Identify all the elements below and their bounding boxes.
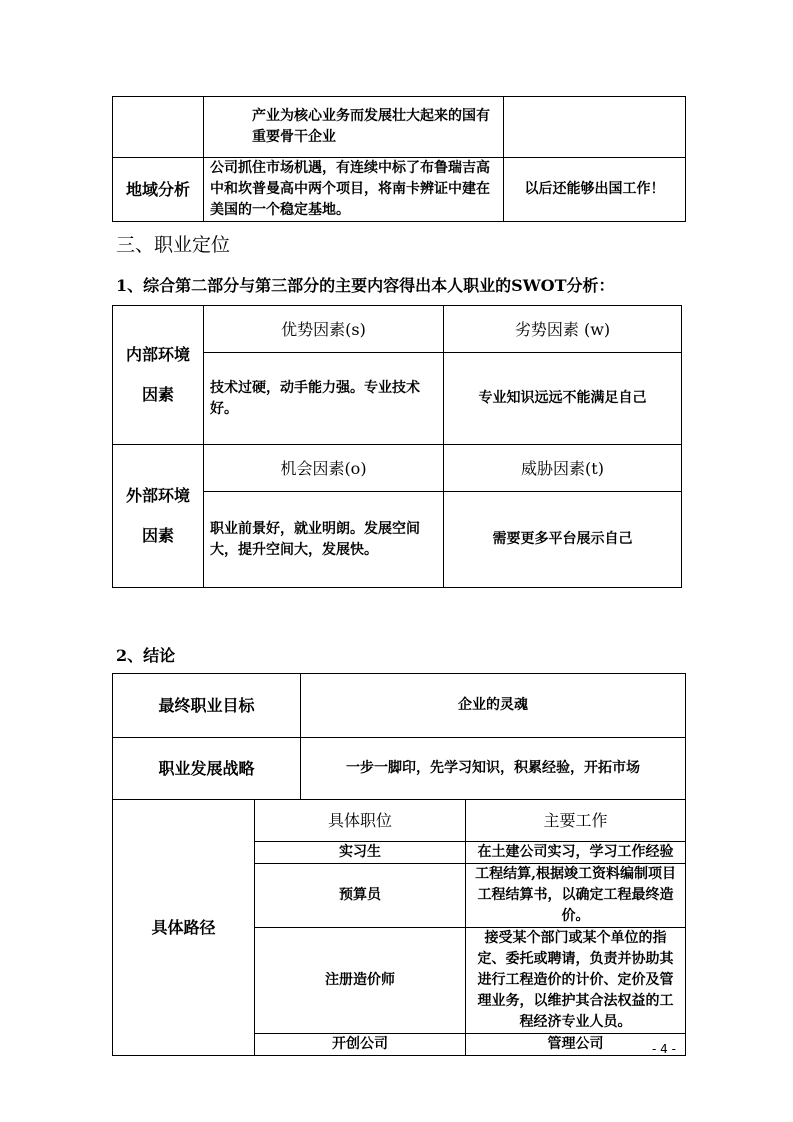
position-column-header: 具体职位 [255, 800, 466, 842]
strategy-label: 职业发展战略 [113, 738, 301, 800]
region-analysis-content: 公司抓住市场机遇，有连续中标了布鲁瑞吉高中和坎普曼高中两个项目，将南卡辨证中建在美国的一个稳定基地。 [204, 158, 504, 222]
work-budgeter: 工程结算,根据竣工资料编制项目工程结算书，以确定工程最终造价。 [466, 864, 686, 928]
threats-title: 威胁因素(t) [444, 445, 682, 492]
row1-label [113, 97, 204, 158]
opportunities-content: 职业前景好，就业明朗。发展空间大，提升空间大，发展快。 [204, 492, 444, 588]
position-start-company: 开创公司 [255, 1034, 466, 1056]
strengths-content: 技术过硬，动手能力强。专业技术好。 [204, 353, 444, 445]
row1-note [504, 97, 686, 158]
strategy-value: 一步一脚印，先学习知识，积累经验，开拓市场 [301, 738, 686, 800]
region-analysis-label: 地域分析 [113, 158, 204, 222]
swot-table [112, 305, 682, 588]
strengths-title: 优势因素(s) [204, 306, 444, 353]
threats-content: 需要更多平台展示自己 [444, 492, 682, 588]
work-column-header: 主要工作 [466, 800, 686, 842]
final-goal-value: 企业的灵魂 [301, 674, 686, 738]
position-cost-engineer: 注册造价师 [255, 928, 466, 1034]
weaknesses-content: 专业知识远远不能满足自己 [444, 353, 682, 445]
weaknesses-title: 劣势因素 (w) [444, 306, 682, 353]
internal-environment-label: 内部环境因素 [113, 306, 204, 445]
section-3-title: 三、职业定位 [116, 234, 231, 256]
path-label: 具体路径 [113, 800, 255, 1056]
position-intern: 实习生 [255, 842, 466, 864]
final-goal-label: 最终职业目标 [113, 674, 301, 738]
work-cost-engineer: 接受某个部门或某个单位的指定、委托或聘请，负责并协助其进行工程造价的计价、定价及管理业务，以维护其合法权益的工程经济专业人员。 [466, 928, 686, 1034]
work-intern: 在土建公司实习，学习工作经验 [466, 842, 686, 864]
opportunities-title: 机会因素(o) [204, 445, 444, 492]
region-analysis-note: 以后还能够出国工作！ [504, 158, 686, 222]
work-start-company: 管理公司 [466, 1034, 686, 1056]
region-analysis-table [112, 96, 686, 222]
row1-content: 产业为核心业务而发展壮大起来的国有重要骨干企业 [204, 97, 504, 158]
conclusion-heading: 2、结论 [116, 646, 176, 665]
swot-heading: 1、综合第二部分与第三部分的主要内容得出本人职业的SWOT分析： [116, 276, 615, 295]
position-budgeter: 预算员 [255, 864, 466, 928]
conclusion-table [112, 673, 686, 1056]
external-environment-label: 外部环境因素 [113, 445, 204, 588]
page-number: - 4 - [652, 1042, 676, 1056]
